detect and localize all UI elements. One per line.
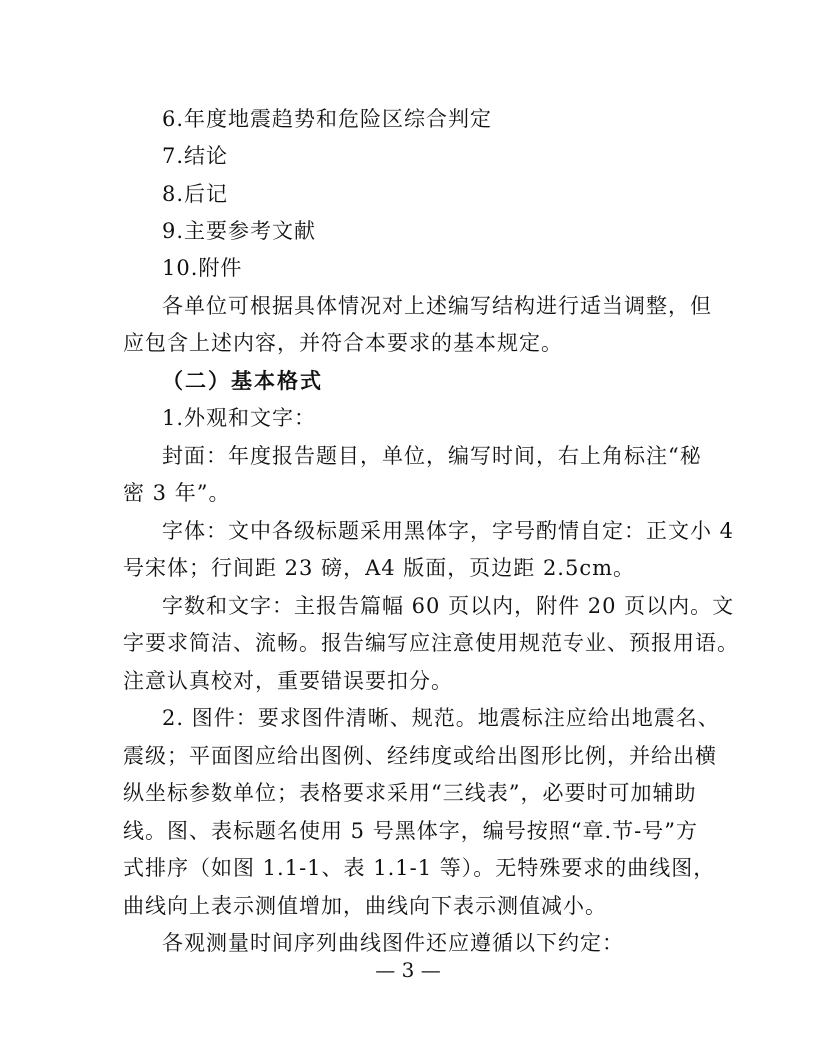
paragraph-line: 曲线向上表示测值增加，曲线向下表示测值减小。 — [123, 894, 607, 918]
page-number: — 3 — — [375, 958, 441, 982]
paragraph-line: 字体：文中各级标题采用黑体字，字号酌情自定：正文小 4 — [162, 519, 735, 543]
paragraph-line: 字要求简洁、流畅。报告编写应注意使用规范专业、预报用语。 — [123, 631, 739, 655]
toc-item-10: 10.附件 — [162, 256, 243, 280]
toc-item-7: 7.结论 — [162, 144, 229, 168]
paragraph-line: 各观测量时间序列曲线图件还应遵循以下约定： — [162, 931, 624, 955]
paragraph-line: 线。图、表标题名使用 5 号黑体字，编号按照“章.节-号”方 — [123, 819, 698, 843]
section-heading: （二）基本格式 — [162, 368, 323, 393]
paragraph-line: 号宋体；行间距 23 磅，A4 版面，页边距 2.5cm。 — [123, 556, 636, 580]
paragraph-line: 密 3 年”。 — [123, 481, 231, 505]
paragraph-line: 字数和文字：主报告篇幅 60 页以内，附件 20 页以内。文 — [162, 594, 735, 618]
paragraph-line: 各单位可根据具体情况对上述编写结构进行适当调整，但 — [162, 294, 712, 318]
toc-item-9: 9.主要参考文献 — [162, 219, 317, 243]
subheading: 1.外观和文字： — [162, 406, 317, 430]
paragraph-line: 式排序（如图 1.1-1、表 1.1-1 等）。无特殊要求的曲线图， — [123, 856, 716, 880]
paragraph-line: 纵坐标参数单位；表格要求采用“三线表”，必要时可加辅助 — [123, 781, 697, 805]
paragraph-line: 封面：年度报告题目，单位，编写时间，右上角标注“秘 — [162, 444, 702, 468]
paragraph-line: 应包含上述内容，并符合本要求的基本规定。 — [123, 331, 563, 355]
toc-item-8: 8.后记 — [162, 182, 229, 206]
toc-item-6: 6.年度地震趋势和危险区综合判定 — [162, 107, 493, 131]
paragraph-line: 震级；平面图应给出图例、经纬度或给出图形比例，并给出横 — [123, 744, 717, 768]
paragraph-line: 2. 图件：要求图件清晰、规范。地震标注应给出地震名、 — [162, 706, 720, 730]
paragraph-line: 注意认真校对，重要错误要扣分。 — [123, 669, 453, 693]
